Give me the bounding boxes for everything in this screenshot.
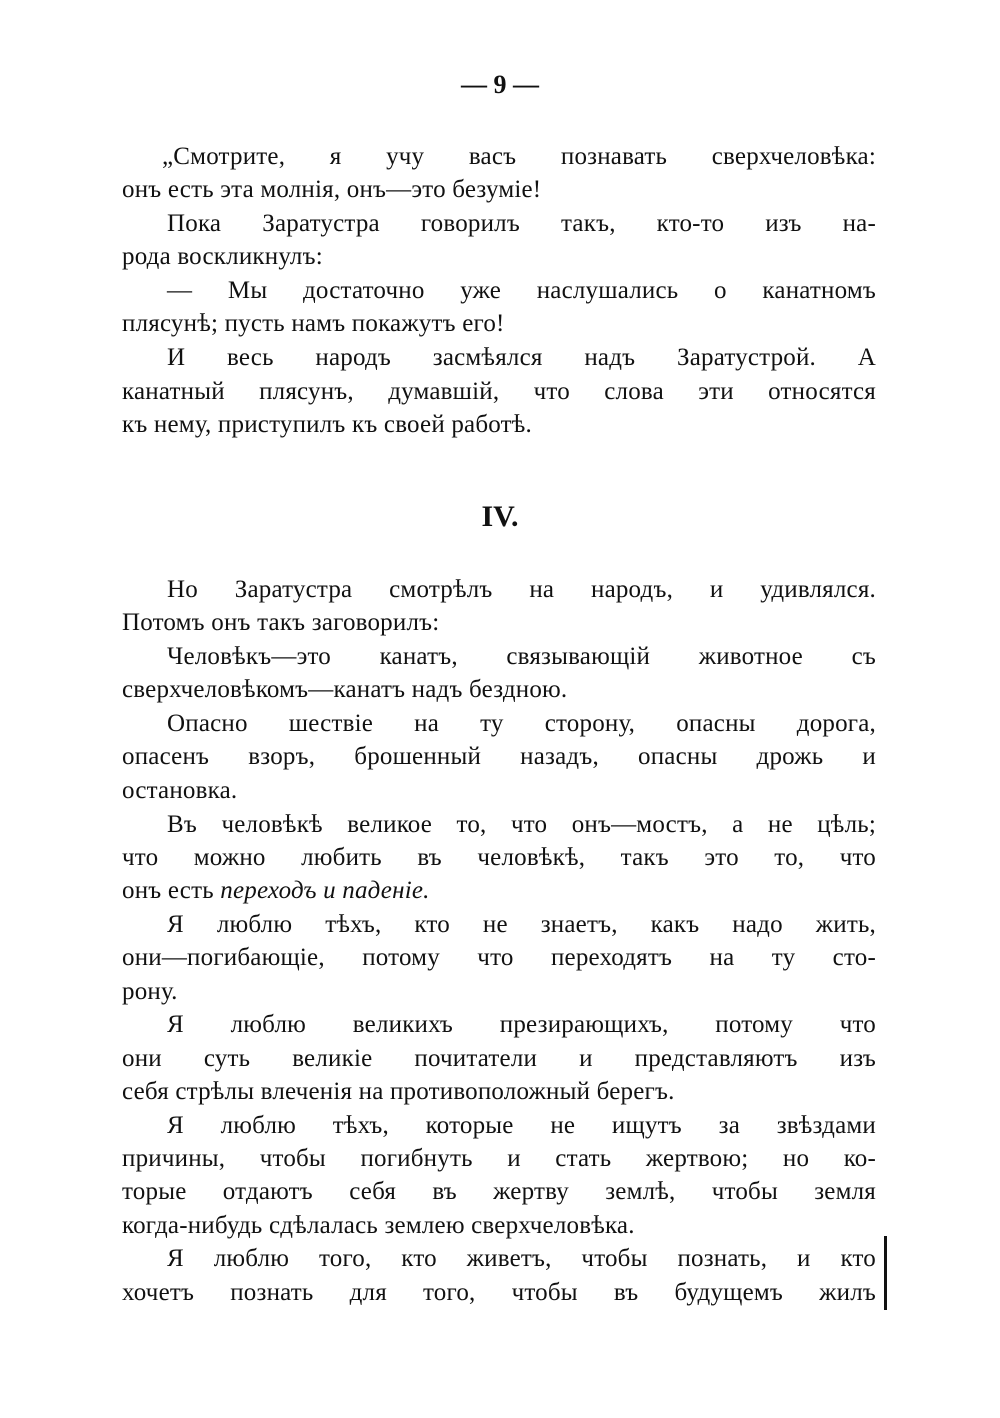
paragraph [122, 573, 876, 640]
paragraph [122, 1109, 876, 1242]
text-line: они—погибающіе, потому что переходятъ на ту сто- [122, 944, 876, 972]
text-line: „Смотрите, я учу васъ познавать сверхчеловѣка: [162, 143, 876, 170]
paragraph [122, 274, 876, 341]
section-heading: IV. [481, 500, 519, 533]
text-line: опасенъ взоръ, брошенный назадъ, опасны дрожь и [122, 743, 876, 771]
paragraph [122, 908, 876, 1008]
paragraph [122, 640, 876, 707]
text-line: онъ есть эта молнія, онъ—это безуміе! [122, 176, 542, 204]
text-line: Пока Заратустра говорилъ такъ, кто-то изъ на- [167, 210, 876, 238]
text-line: Потомъ онъ такъ заговорилъ: [122, 609, 440, 637]
section-1-text [122, 140, 876, 441]
paragraph [122, 808, 876, 908]
text-line: торые отдаютъ себя въ жертву землѣ, чтобы земля [122, 1178, 876, 1206]
text-line: рону. [122, 977, 178, 1005]
paragraph [122, 1008, 876, 1108]
text-line: Я люблю тѣхъ, которые не ищутъ за звѣздами [167, 1111, 876, 1139]
text-line: Я люблю великихъ презирающихъ, потому что [167, 1011, 876, 1039]
text-line: Опасно шествіе на ту сторону, опасны дорога, [167, 710, 876, 738]
text-line: хочетъ познать для того, чтобы въ будущемъ жилъ [122, 1278, 876, 1306]
margin-mark [884, 1236, 887, 1310]
text-line: Я люблю тѣхъ, кто не знаетъ, какъ надо жить, [167, 910, 876, 938]
text-line: Человѣкъ—это канатъ, связывающій животное съ [167, 643, 876, 671]
paragraph [122, 140, 876, 207]
paragraph [122, 707, 876, 807]
text-line: себя стрѣлы влеченія на противоположный берегъ. [122, 1077, 675, 1105]
text-line: плясунѣ; пусть намъ покажутъ его! [122, 310, 505, 338]
text-line: канатный плясунъ, думавшій, что слова эти относятся [122, 377, 876, 405]
text-line: — Мы достаточно уже наслушались о канатномъ [167, 277, 876, 305]
text-fragment: онъ есть [122, 877, 221, 905]
text-line: Но Заратустра смотрѣлъ на народъ, и удивлялся. [167, 576, 876, 603]
text-line [122, 874, 876, 907]
text-line: они суть великіе почитатели и представляютъ изъ [122, 1044, 876, 1072]
page-number: — 9 — [461, 70, 539, 99]
text-line: къ нему, приступилъ къ своей работѣ. [122, 410, 532, 438]
text-line: Въ человѣкѣ великое то, что онъ—мостъ, а не цѣль; [167, 810, 876, 838]
text-line: остановка. [122, 776, 238, 804]
text-line: рода воскликнулъ: [122, 243, 323, 271]
text-line: И весь народъ засмѣялся надъ Заратустрой. А [167, 344, 876, 372]
text-line: Я люблю того, кто живетъ, чтобы познать, и кто [167, 1245, 876, 1273]
paragraph [122, 207, 876, 274]
paragraph [122, 1242, 876, 1309]
section-2-text [122, 573, 876, 1309]
text-line: причины, чтобы погибнуть и стать жертвою; но ко- [122, 1145, 876, 1173]
text-line: когда-нибудь сдѣлалась землею сверхчеловѣка. [122, 1211, 635, 1239]
italic-emphasis: переходъ и паденіе. [220, 877, 430, 905]
text-line: сверхчеловѣкомъ—канатъ надъ бездною. [122, 676, 568, 704]
paragraph [122, 341, 876, 441]
text-line: что можно любить въ человѣкѣ, такъ это то, что [122, 843, 876, 871]
